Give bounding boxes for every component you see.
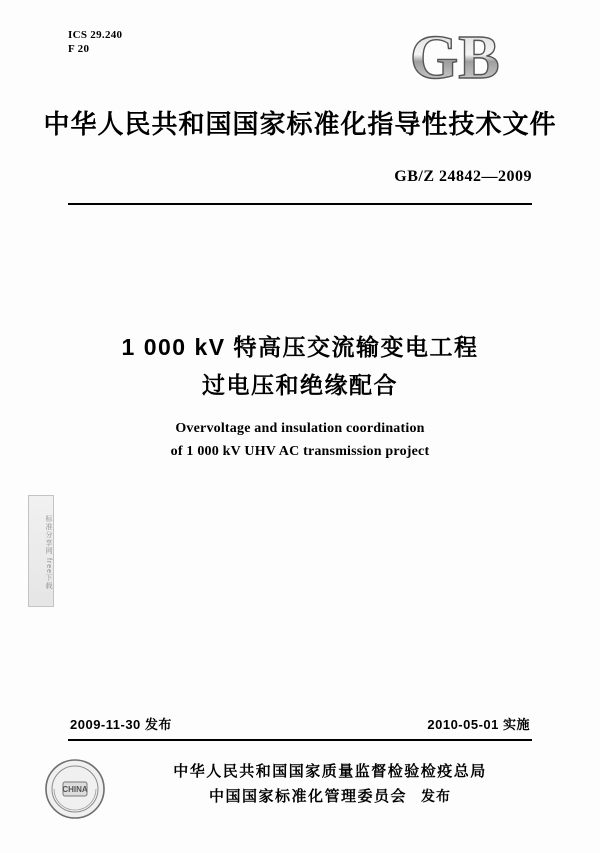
- ics-classification-block: [68, 28, 122, 56]
- svg-text:GB: GB: [410, 26, 500, 88]
- issue-date: 2009-11-30 发布: [70, 717, 172, 732]
- issuing-authorities: [120, 760, 540, 809]
- standard-number: GB/Z 24842—2009: [394, 168, 532, 185]
- divider-top: [68, 203, 532, 205]
- divider-bottom: [68, 739, 532, 741]
- issuer-line-2-wrapper: [120, 784, 540, 809]
- document-title-cn: [0, 328, 600, 404]
- document-title-cn-line2: 过电压和绝缘配合: [202, 372, 398, 398]
- document-title-en-line2: of 1 000 kV UHV AC transmission project: [170, 444, 430, 459]
- official-seal-icon: [44, 758, 106, 820]
- implementation-date: 2010-05-01 实施: [427, 717, 530, 732]
- issue-verb: 发布: [421, 788, 451, 804]
- svg-text:CHINA: CHINA: [62, 785, 88, 794]
- document-title-en: [0, 417, 600, 463]
- document-title-cn-line1: 1 000 kV 特高压交流输变电工程: [121, 334, 479, 360]
- gb-logo-icon: [408, 26, 538, 88]
- issuer-line-2: 中国国家标准化管理委员会: [208, 788, 407, 805]
- page-title: 中华人民共和国国家标准化指导性技术文件: [43, 109, 557, 139]
- issuer-line-1: 中华人民共和国国家质量监督检验检疫总局: [173, 763, 487, 780]
- ics-code: ICS 29.240: [68, 29, 123, 41]
- document-title-en-line1: Overvoltage and insulation coordination: [175, 421, 425, 436]
- classification-code: F 20: [68, 43, 90, 55]
- watermark-seal: 标准分享网 free下载: [28, 495, 54, 607]
